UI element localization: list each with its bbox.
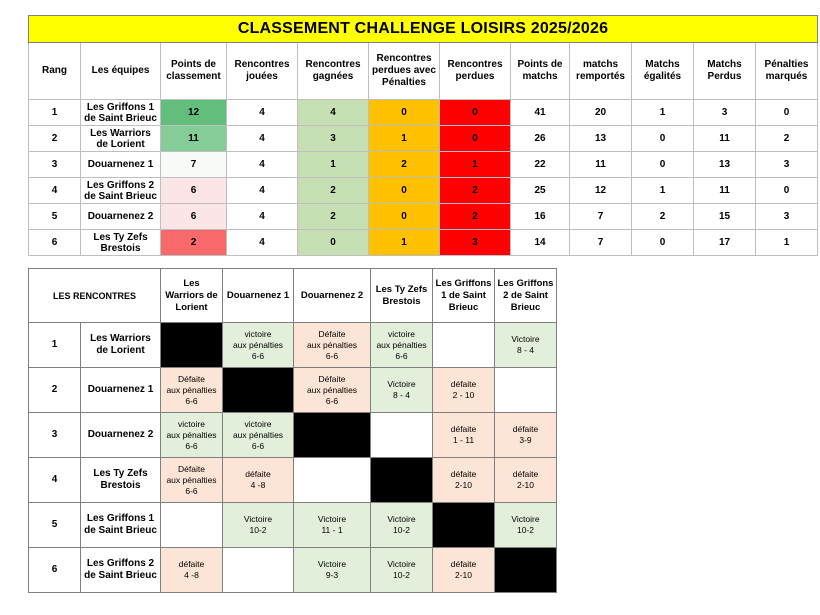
played-cell: 4: [227, 178, 298, 204]
match-result-cell: [294, 548, 371, 593]
lost-penalties-cell: 1: [369, 126, 440, 152]
match-result-cell: [495, 323, 557, 368]
match-result-line: victoire: [388, 328, 415, 339]
match-result-line: 9-3: [325, 570, 339, 580]
match-result-line: 10-2: [249, 525, 267, 535]
rang-cell: 1: [29, 100, 81, 126]
match-result-line: aux pénalties: [306, 339, 358, 350]
match-result-line: Victoire: [511, 514, 540, 524]
match-result-cell: [433, 413, 495, 458]
matrix-row: [29, 458, 557, 503]
team-name: Les Griffons 1 de Saint Brieuc: [81, 100, 161, 126]
match-result-cell: [294, 323, 371, 368]
rang-cell: 2: [29, 126, 81, 152]
match-result-line: 6-6: [185, 440, 198, 451]
match-result-cell: [294, 458, 371, 503]
matrix-row: [29, 368, 557, 413]
matrix-col-header: Douarnenez 1: [223, 269, 294, 323]
team-name: Les Griffons 2 de Saint Brieuc: [81, 178, 161, 204]
match-result-cell: [161, 368, 223, 413]
standings-row: [29, 230, 818, 256]
matrix-col-header: Les Ty Zefs Brestois: [371, 269, 433, 323]
match-result-line: défaite: [450, 559, 477, 569]
header-points: Points de classement: [161, 43, 227, 100]
lost-penalties-cell: 0: [369, 204, 440, 230]
penalties-cell: 3: [756, 152, 818, 178]
match-result-line: défaite: [450, 424, 477, 434]
matrix-team-name: Les Griffons 2 de Saint Brieuc: [81, 548, 161, 593]
matrix-rang: 4: [29, 458, 81, 503]
team-name: Douarnenez 2: [81, 204, 161, 230]
match-result-line: 6-6: [395, 350, 408, 361]
match-result-cell: [495, 548, 557, 593]
match-result-line: 6-6: [325, 350, 339, 361]
won-cell: 4: [298, 100, 369, 126]
lost-cell: 2: [440, 204, 511, 230]
matches-won-cell: 7: [570, 204, 632, 230]
matches-won-cell: 11: [570, 152, 632, 178]
match-result-line: victoire: [244, 328, 272, 339]
match-result-line: Défaite: [178, 373, 205, 384]
match-result-line: 2-10: [454, 480, 472, 490]
won-cell: 3: [298, 126, 369, 152]
header-won: Rencontres gagnées: [298, 43, 369, 100]
match-result-line: Victoire: [511, 334, 540, 344]
matches-lost-cell: 3: [694, 100, 756, 126]
standings-row: [29, 178, 818, 204]
matrix-row: [29, 413, 557, 458]
team-name: Les Ty Zefs Brestois: [81, 230, 161, 256]
match-result-line: Victoire: [317, 514, 347, 524]
lost-cell: 2: [440, 178, 511, 204]
matrix-rang: 2: [29, 368, 81, 413]
match-result-line: 6-6: [185, 395, 198, 406]
match-result-line: 2 - 10: [452, 390, 475, 400]
won-cell: 1: [298, 152, 369, 178]
match-result-cell: [161, 503, 223, 548]
match-result-cell: [161, 413, 223, 458]
match-result-line: aux pénalties: [166, 474, 217, 485]
matrix-col-header: Les Griffons 1 de Saint Brieuc: [433, 269, 495, 323]
standings-header-row: [29, 43, 818, 100]
match-result-cell: [495, 413, 557, 458]
match-result-line: défaite: [178, 559, 205, 569]
match-result-line: 4 -8: [184, 570, 199, 580]
header-draws: Matchs égalités: [632, 43, 694, 100]
standings-row: [29, 100, 818, 126]
match-result-line: défaite: [450, 379, 477, 389]
match-result-line: 6-6: [325, 395, 339, 406]
match-result-cell: [433, 458, 495, 503]
won-cell: 2: [298, 178, 369, 204]
match-result-cell: [223, 323, 294, 368]
match-result-line: aux pénalties: [166, 384, 217, 395]
match-result-line: défaite: [245, 469, 271, 479]
match-result-line: aux pénalties: [306, 384, 358, 395]
draws-cell: 2: [632, 204, 694, 230]
match-result-line: défaite: [512, 424, 539, 434]
points-cell: 2: [161, 230, 227, 256]
header-rang: Rang: [29, 43, 81, 100]
match-result-cell: [433, 548, 495, 593]
lost-cell: 3: [440, 230, 511, 256]
matrix-header-row: [29, 269, 557, 323]
match-result-cell: [371, 458, 433, 503]
matrix-col-header: Les Warriors de Lorient: [161, 269, 223, 323]
matrix-col-header: Douarnenez 2: [294, 269, 371, 323]
penalties-cell: 0: [756, 100, 818, 126]
penalties-cell: 2: [756, 126, 818, 152]
draws-cell: 0: [632, 152, 694, 178]
match-result-line: aux pénalties: [232, 429, 284, 440]
matrix-rang: 5: [29, 503, 81, 548]
matches-won-cell: 7: [570, 230, 632, 256]
results-matrix: [28, 268, 557, 593]
points-cell: 11: [161, 126, 227, 152]
match-result-line: victoire: [178, 418, 205, 429]
match-result-line: 2-10: [516, 480, 534, 490]
points-cell: 7: [161, 152, 227, 178]
matrix-team-name: Les Warriors de Lorient: [81, 323, 161, 368]
match-result-line: 2-10: [454, 570, 472, 580]
lost-penalties-cell: 0: [369, 178, 440, 204]
played-cell: 4: [227, 204, 298, 230]
penalties-cell: 0: [756, 178, 818, 204]
match-result-line: 3-9: [519, 435, 532, 445]
played-cell: 4: [227, 126, 298, 152]
match-result-line: 10-2: [392, 570, 410, 580]
matches-lost-cell: 17: [694, 230, 756, 256]
team-name: Les Warriors de Lorient: [81, 126, 161, 152]
matches-won-cell: 13: [570, 126, 632, 152]
match-result-cell: [223, 503, 294, 548]
match-result-cell: [433, 503, 495, 548]
matrix-row: [29, 323, 557, 368]
matches-won-cell: 20: [570, 100, 632, 126]
won-cell: 0: [298, 230, 369, 256]
match-result-cell: [371, 368, 433, 413]
header-played: Rencontres jouées: [227, 43, 298, 100]
match-result-cell: [223, 368, 294, 413]
match-result-line: Victoire: [317, 559, 347, 569]
match-result-line: Défaite: [318, 373, 346, 384]
match-result-line: Victoire: [387, 559, 416, 569]
match-result-cell: [495, 458, 557, 503]
match-points-cell: 14: [511, 230, 570, 256]
rang-cell: 4: [29, 178, 81, 204]
match-result-line: Victoire: [243, 514, 273, 524]
matches-lost-cell: 15: [694, 204, 756, 230]
match-points-cell: 41: [511, 100, 570, 126]
match-result-cell: [433, 323, 495, 368]
points-cell: 6: [161, 178, 227, 204]
match-result-cell: [371, 503, 433, 548]
match-result-cell: [371, 323, 433, 368]
match-points-cell: 25: [511, 178, 570, 204]
match-result-cell: [371, 413, 433, 458]
header-lost: Rencontres perdues: [440, 43, 511, 100]
match-result-cell: [495, 503, 557, 548]
match-result-cell: [294, 368, 371, 413]
match-result-line: 6-6: [185, 485, 198, 496]
points-cell: 12: [161, 100, 227, 126]
match-result-cell: [161, 458, 223, 503]
rang-cell: 6: [29, 230, 81, 256]
match-result-line: Défaite: [178, 463, 205, 474]
match-result-line: Victoire: [387, 379, 416, 389]
match-result-line: Défaite: [318, 328, 346, 339]
matrix-team-name: Les Ty Zefs Brestois: [81, 458, 161, 503]
match-result-line: 8 - 4: [392, 390, 410, 400]
matrix-row: [29, 503, 557, 548]
penalties-cell: 3: [756, 204, 818, 230]
header-match-points: Points de matchs: [511, 43, 570, 100]
matrix-corner-label: LES RENCONTRES: [29, 269, 161, 323]
matches-lost-cell: 11: [694, 126, 756, 152]
lost-cell: 0: [440, 126, 511, 152]
penalties-cell: 1: [756, 230, 818, 256]
match-result-line: aux pénalties: [376, 339, 427, 350]
header-matches-lost: Matchs Perdus: [694, 43, 756, 100]
lost-cell: 1: [440, 152, 511, 178]
lost-cell: 0: [440, 100, 511, 126]
match-result-line: aux pénalties: [166, 429, 217, 440]
match-result-cell: [495, 368, 557, 413]
matches-lost-cell: 13: [694, 152, 756, 178]
draws-cell: 0: [632, 230, 694, 256]
standings-title: CLASSEMENT CHALLENGE LOISIRS 2025/2026: [29, 16, 818, 43]
played-cell: 4: [227, 152, 298, 178]
won-cell: 2: [298, 204, 369, 230]
match-result-line: défaite: [512, 469, 539, 479]
match-points-cell: 16: [511, 204, 570, 230]
match-result-line: victoire: [244, 418, 272, 429]
header-teams: Les équipes: [81, 43, 161, 100]
matrix-rang: 3: [29, 413, 81, 458]
team-name: Douarnenez 1: [81, 152, 161, 178]
match-result-cell: [294, 413, 371, 458]
rang-cell: 5: [29, 204, 81, 230]
header-matches-won: matchs remportés: [570, 43, 632, 100]
matrix-team-name: Douarnenez 2: [81, 413, 161, 458]
header-lost-penalties: Rencontres perdues avec Pénalties: [369, 43, 440, 100]
played-cell: 4: [227, 230, 298, 256]
matrix-col-header: Les Griffons 2 de Saint Brieuc: [495, 269, 557, 323]
match-result-line: 1 - 11: [452, 435, 475, 445]
match-result-line: 10-2: [516, 525, 534, 535]
standings-row: [29, 126, 818, 152]
rang-cell: 3: [29, 152, 81, 178]
draws-cell: 1: [632, 100, 694, 126]
matrix-rang: 1: [29, 323, 81, 368]
match-result-cell: [223, 413, 294, 458]
match-result-line: 8 - 4: [516, 345, 534, 355]
draws-cell: 0: [632, 126, 694, 152]
match-result-line: Victoire: [387, 514, 416, 524]
draws-cell: 1: [632, 178, 694, 204]
match-result-cell: [294, 503, 371, 548]
lost-penalties-cell: 2: [369, 152, 440, 178]
matrix-team-name: Les Griffons 1 de Saint Brieuc: [81, 503, 161, 548]
match-result-cell: [223, 548, 294, 593]
match-result-line: 10-2: [392, 525, 410, 535]
points-cell: 6: [161, 204, 227, 230]
match-points-cell: 26: [511, 126, 570, 152]
match-result-line: défaite: [450, 469, 477, 479]
standings-table: [28, 15, 818, 256]
matrix-row: [29, 548, 557, 593]
match-result-cell: [161, 323, 223, 368]
match-result-line: aux pénalties: [232, 339, 284, 350]
standings-row: [29, 204, 818, 230]
lost-penalties-cell: 1: [369, 230, 440, 256]
matrix-team-name: Douarnenez 1: [81, 368, 161, 413]
match-points-cell: 22: [511, 152, 570, 178]
match-result-line: 6-6: [251, 350, 265, 361]
match-result-cell: [161, 548, 223, 593]
match-result-line: 6-6: [251, 440, 265, 451]
matrix-rang: 6: [29, 548, 81, 593]
matches-won-cell: 12: [570, 178, 632, 204]
match-result-line: 11 - 1: [321, 525, 343, 535]
matches-lost-cell: 11: [694, 178, 756, 204]
match-result-cell: [433, 368, 495, 413]
match-result-cell: [223, 458, 294, 503]
header-penalties: Pénalties marqués: [756, 43, 818, 100]
match-result-cell: [371, 548, 433, 593]
played-cell: 4: [227, 100, 298, 126]
match-result-line: 4 -8: [250, 480, 266, 490]
lost-penalties-cell: 0: [369, 100, 440, 126]
standings-row: [29, 152, 818, 178]
